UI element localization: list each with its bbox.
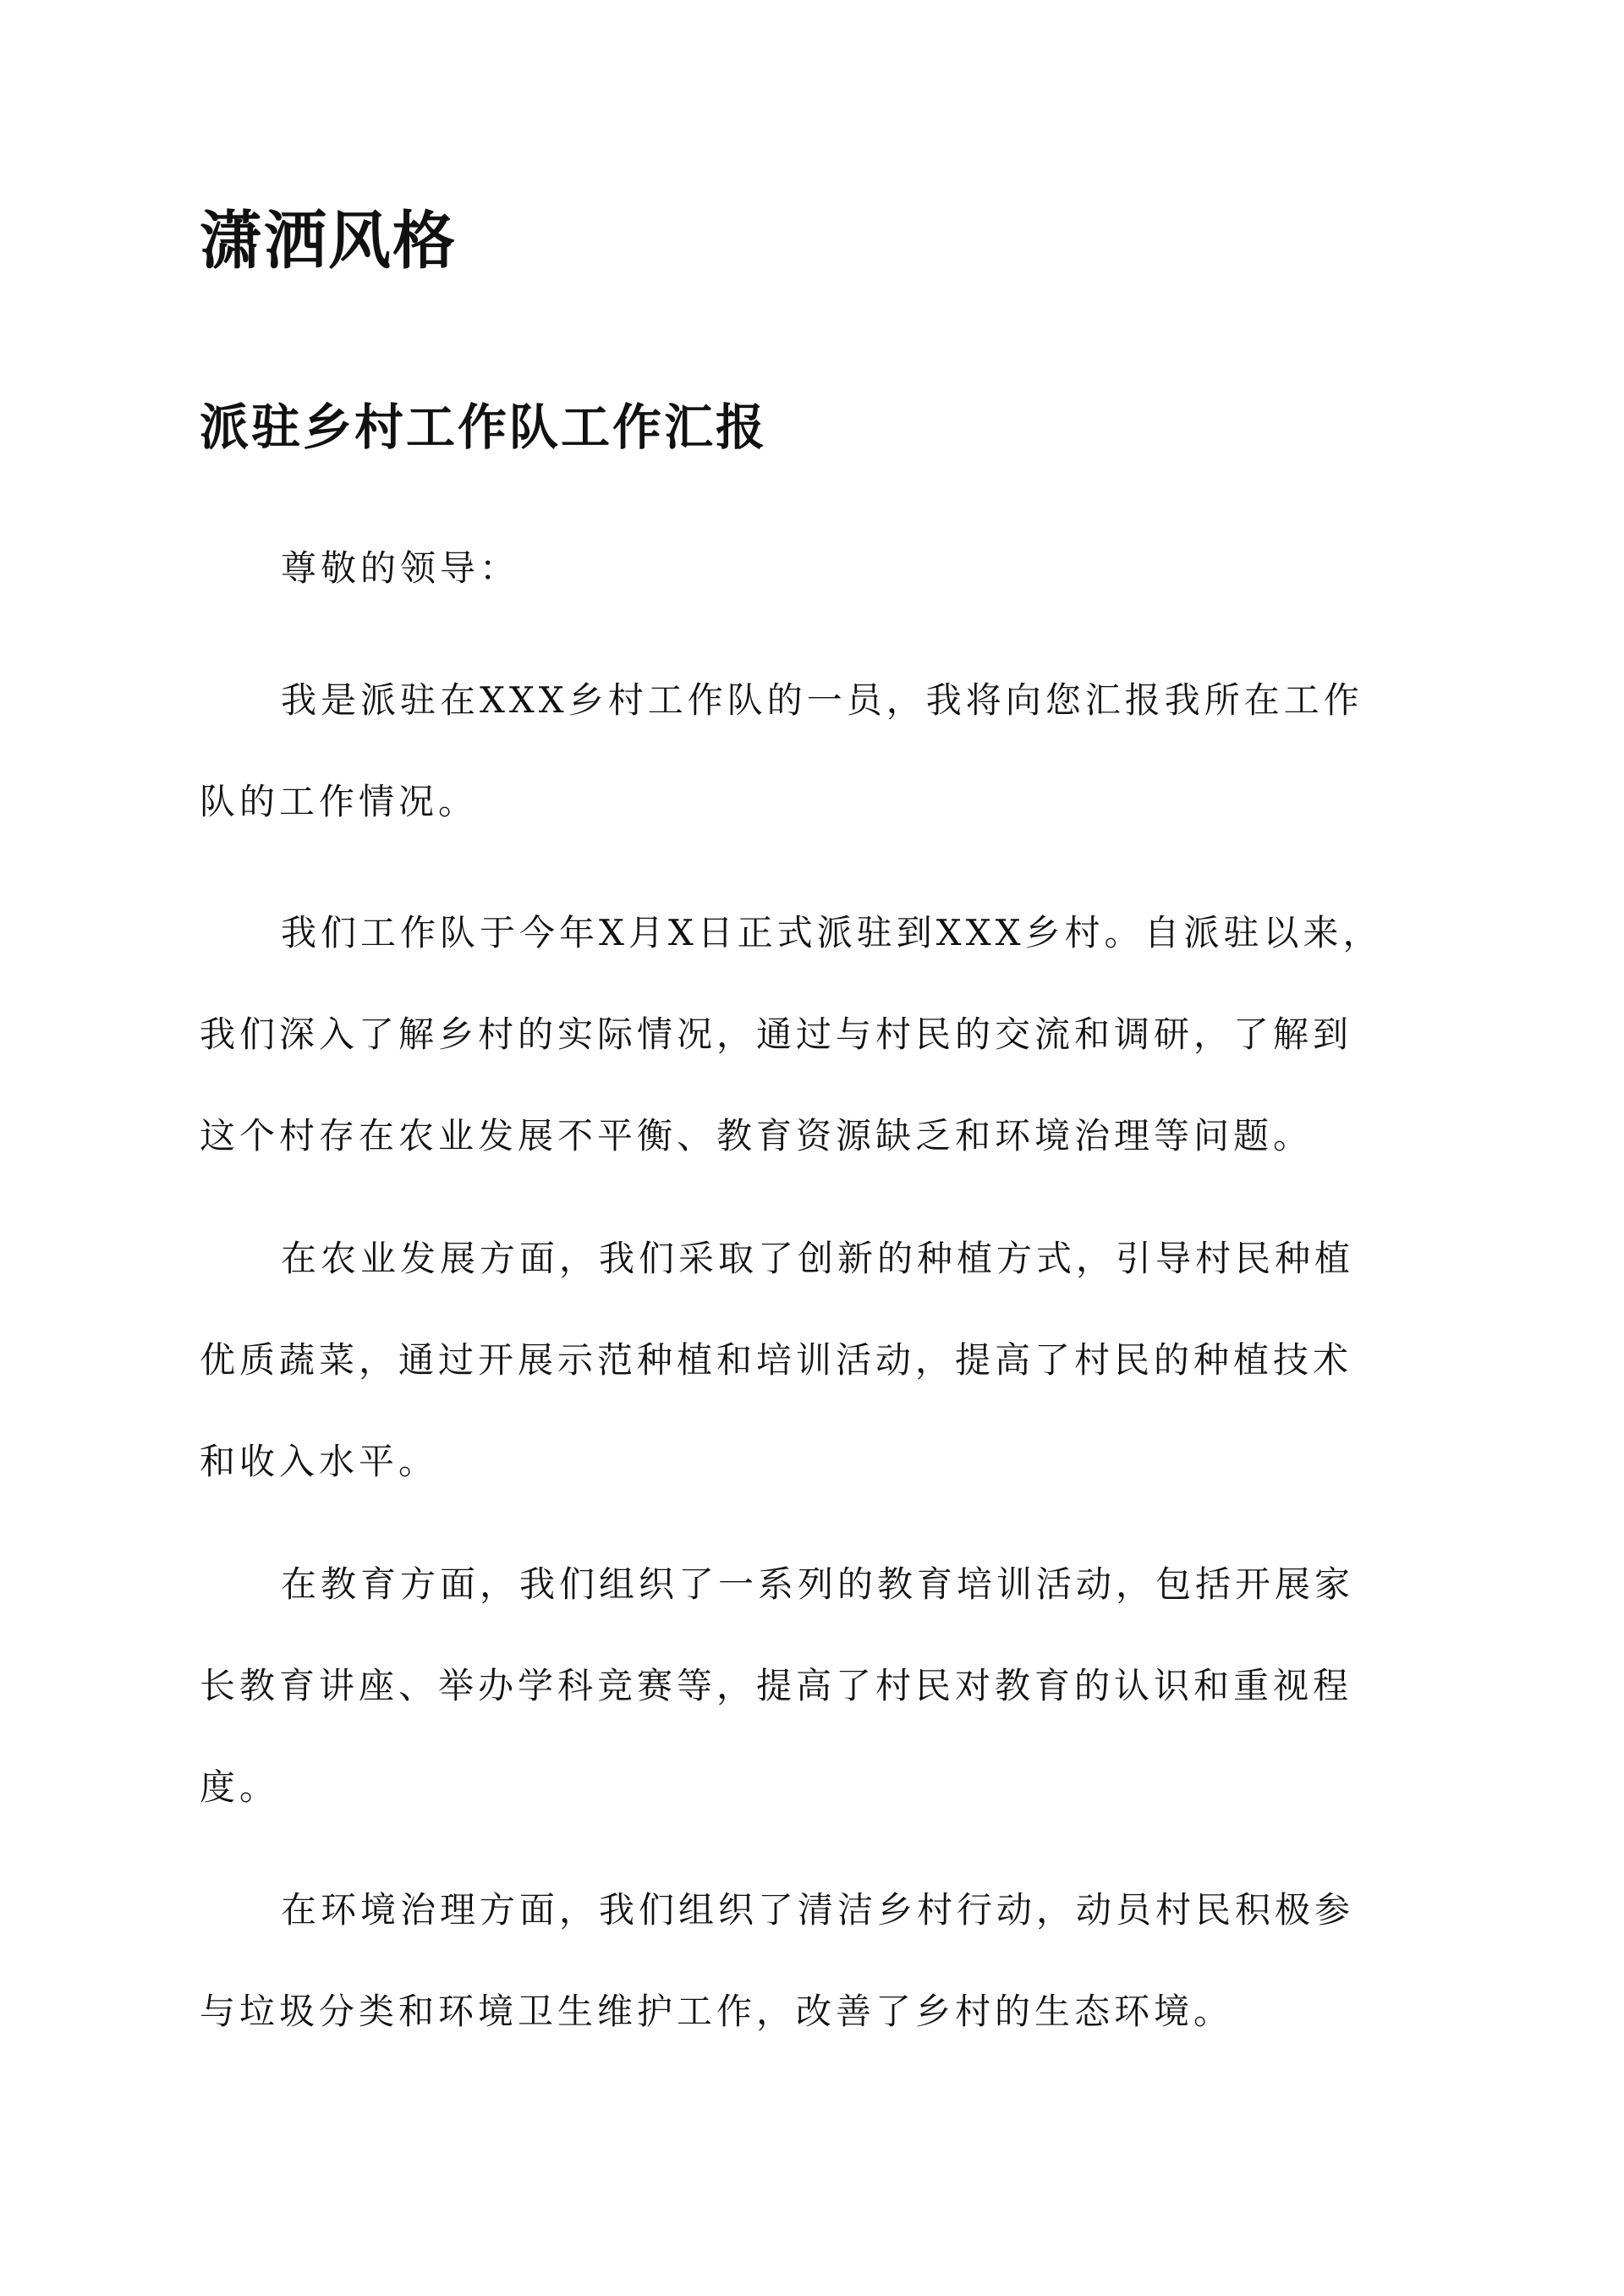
paragraph-line: 和收入水平。 xyxy=(200,1441,439,1482)
paragraph-line: 我是派驻在XXX乡村工作队的一员，我将向您汇报我所在工作 xyxy=(281,679,1363,721)
paragraph-4 xyxy=(200,1534,1426,1838)
salutation xyxy=(200,518,1426,619)
paragraph-line: 在环境治理方面，我们组织了清洁乡村行动，动员村民积极参 xyxy=(281,1889,1355,1931)
salutation-line: 尊敬的领导： xyxy=(281,547,520,589)
paragraph-line: 与垃圾分类和环境卫生维护工作，改善了乡村的生态环境。 xyxy=(200,1991,1234,2032)
paragraph-line: 度。 xyxy=(200,1766,280,1808)
document-subtitle: 派驻乡村工作队工作汇报 xyxy=(200,398,768,456)
paragraph-line: 长教育讲座、举办学科竞赛等，提高了村民对教育的认识和重视程 xyxy=(200,1665,1353,1706)
paragraph-line: 优质蔬菜，通过开展示范种植和培训活动，提高了村民的种植技术 xyxy=(200,1339,1353,1381)
paragraph-5 xyxy=(200,1859,1426,2063)
paragraph-line: 这个村存在农业发展不平衡、教育资源缺乏和环境治理等问题。 xyxy=(200,1115,1314,1156)
paragraph-1 xyxy=(200,650,1426,853)
document-title: 潇洒风格 xyxy=(200,205,457,277)
paragraph-3 xyxy=(200,1208,1426,1513)
paragraph-line: 我们深入了解乡村的实际情况，通过与村民的交流和调研，了解到 xyxy=(200,1013,1353,1055)
paragraph-line: 在教育方面，我们组织了一系列的教育培训活动，包括开展家 xyxy=(281,1563,1355,1605)
paragraph-line: 我们工作队于今年X月X日正式派驻到XXX乡村。自派驻以来， xyxy=(281,912,1383,953)
paragraph-2 xyxy=(200,882,1426,1187)
paragraph-line: 在农业发展方面，我们采取了创新的种植方式，引导村民种植 xyxy=(281,1238,1355,1279)
paragraph-line: 队的工作情况。 xyxy=(200,781,479,822)
